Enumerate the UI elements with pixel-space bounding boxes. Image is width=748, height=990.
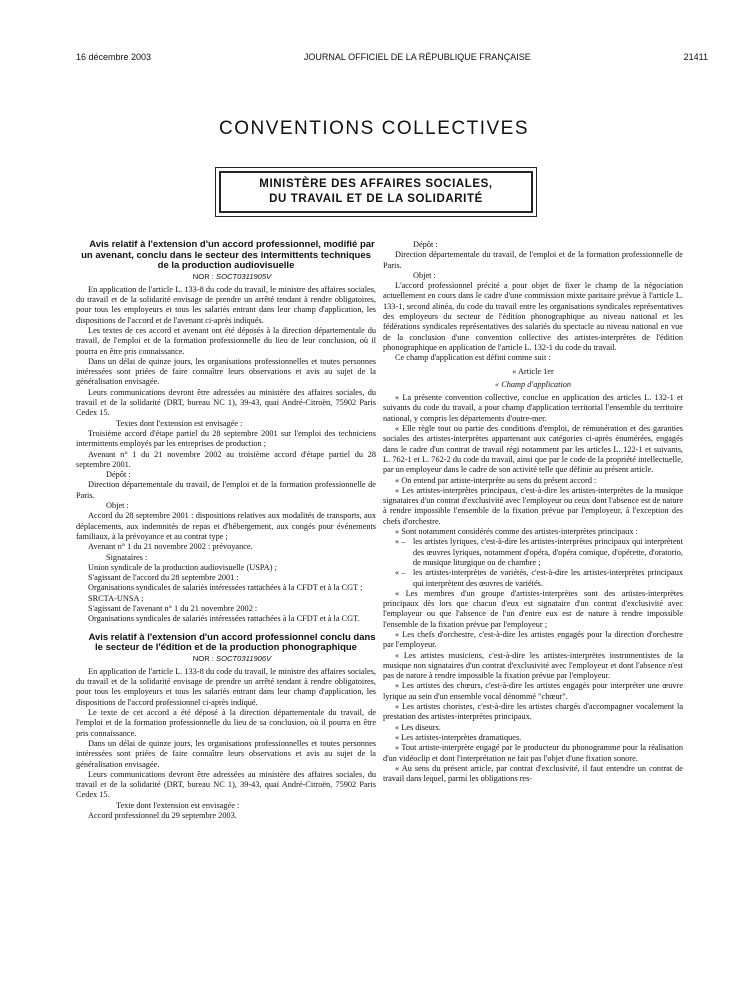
right-paragraph: « Les artistes des chœurs, c'est-à-dire les artistes engagés pour interpréter une œuvre lyrique au sein d'un ensemble vocal dénommé "chœur". [383, 681, 683, 701]
right-paragraph: « Les diseurs. [395, 722, 441, 732]
notice-1 [76, 240, 376, 625]
right-paragraph: « Les chefs d'orchestre, c'est-à-dire les artistes engagés pour la direction d'orchestre par l'employeur. [383, 629, 683, 650]
right-paragraph: « Au sens du présent article, par contrat d'exclusivité, il faut entendre un contrat de travail dans lequel, parmi les obligations res- [383, 763, 683, 784]
right-paragraph: Direction départementale du travail, de l'emploi et de la formation professionnelle de Paris. [383, 250, 683, 270]
notice-1-paragraph: Organisations syndicales de salariés intéressées rattachées à la CFDT et à la CGT. [88, 614, 360, 624]
notice-2-paragraph: Le texte de cet accord a été déposé à la direction départementale du travail, de l'emploi et de la formation professionnelle du lieu de sa conclusion, où il pourra en être pris connaissance. [76, 708, 376, 738]
page-header [76, 50, 708, 64]
right-paragraph: Ce champ d'application est défini comme suit : [395, 353, 551, 363]
notice-1-paragraph: S'agissant de l'avenant n° 1 du 21 novembre 2002 : [88, 604, 258, 613]
right-paragraph: « Les artistes musiciens, c'est-à-dire les artistes-interprètes instrumentistes de la musique non signataires d'un contrat d'exclusivité avec l'employeur et dont l'absence n'est pas de nature à rendre impossible la fixation prévue par l'employeur. [383, 650, 683, 681]
right-paragraph: L'accord professionnel précité a pour objet de fixer le champ de la négociation actuellement en cours dans le cadre d'une commission mixte paritaire prévue à l'article L. 133-1, second alinéa, du code du travail entre les organisations syndicales représentatives des employeurs du secteur de l'édition phonographique au niveau national et les fédérations syndicales représentatives des salariés du spectacle au niveau national en vue de la conclusion d'une convention collective des artistes-interprètes de l'édition phonographique en application de l'article L. 132-1 du code du travail. [383, 281, 683, 352]
list-item-text: les artistes-interprètes de variétés, c'est-à-dire les artistes-interprètes principaux qui interprètent des œuvres de variétés. [413, 568, 683, 588]
right-column [383, 240, 683, 784]
list-item-text: les artistes lyriques, c'est-à-dire les artistes-interprètes principaux qui interprètent des œuvres lyriques, notamment d'opéra, d'opéra comique, d'opérette, d'oratorio, de musique liturgique ou de chambre ; [413, 537, 683, 567]
notice-1-paragraph: Avenant n° 1 du 21 novembre 2002 au troisième accord d'étape partiel du 28 septembre 2001. [76, 449, 376, 469]
notice-1-paragraph: Leurs communications devront être adressées au ministère des affaires sociales, du travail et de la solidarité (DRT, bureau NC 1), 39-43, quai André-Citroën, 75902 Paris Cedex 15. [76, 387, 376, 418]
notice-1-paragraph: En application de l'article L. 133-8 du code du travail, le ministre des affaires sociales, du travail et de la solidarité envisage de prendre un arrêté tendant à rendre obligatoires, pour tous les employeurs et tous les salariés entrant dans leur champ d'application, les dispositions de l'accord et de l'avenant ci-après indiqués. [76, 284, 376, 325]
list-item-marker: « – [395, 568, 406, 578]
notice-2-nor-code: SOCT0311906V [216, 653, 272, 663]
notice-1-paragraph: Textes dont l'extension est envisagée : [116, 418, 243, 428]
notice-2-paragraph: Texte dont l'extension est envisagée : [116, 800, 240, 810]
right-paragraph: « Les artistes-interprètes dramatiques. [395, 732, 522, 742]
notice-1-paragraph: SRCTA-UNSA ; [88, 593, 144, 603]
right-paragraph: « On entend par artiste-interprète au sens du présent accord : [395, 475, 597, 485]
notice-2-title: Avis relatif à l'extension d'un accord professionnel conclu dans le secteur de l'édition et de la production phonographique [88, 631, 376, 654]
right-paragraph: « Les artistes choristes, c'est-à-dire les artistes chargés d'accompagner vocalement la prestation des artistes-interprètes principaux. [383, 702, 683, 722]
right-paragraph: « Tout artiste-interprète engagé par le producteur du phonogramme pour la réalisation d'un vidéoclip et dont l'interprétation ne fait pas l'objet d'une fixation sonore. [383, 743, 683, 763]
right-paragraph: Objet : [413, 270, 436, 280]
article-heading: « Article 1er [512, 366, 554, 376]
notice-1-nor-code: SOCT0311905V [216, 271, 272, 281]
header-date: 16 décembre 2003 [76, 52, 152, 62]
ministry-line-2: DU TRAVAIL ET DE LA SOLIDARITÉ [269, 193, 483, 205]
notice-2 [76, 633, 376, 822]
ministry-box [215, 167, 537, 217]
ministry-line-1: MINISTÈRE DES AFFAIRES SOCIALES, [259, 178, 493, 190]
notice-1-paragraph: Les textes de ces accord et avenant ont été déposés à la direction départementale du travail, de l'emploi et de la formation professionnelle du lieu de leur conclusion, où il pourra en être pris connaissance. [76, 325, 376, 356]
right-paragraph: « Sont notamment considérés comme des artistes-interprètes principaux : [395, 527, 638, 537]
notice-1-paragraph: Avenant n° 1 du 21 novembre 2002 : prévoyance. [88, 542, 253, 552]
notice-1-paragraph: Dans un délai de quinze jours, les organisations professionnelles et toutes personnes intéressées sont priées de faire connaître leurs observations et avis au sujet de la généralisation envisagée. [76, 356, 376, 387]
left-column [76, 240, 376, 821]
notice-1-paragraph: S'agissant de l'accord du 28 septembre 2001 : [88, 573, 239, 583]
notice-1-title: Avis relatif à l'extension d'un accord professionnel, modifié par un avenant, conclu dans le secteur des intermittents techniques de la production audiovisuelle [81, 239, 375, 271]
notice-1-paragraph: Objet : [106, 501, 129, 511]
right-paragraph: Dépôt : [413, 240, 438, 249]
right-paragraph: « Les artistes-interprètes principaux, c'est-à-dire les artistes-interprètes de la musique signataires d'un contrat d'exclusivité avec l'employeur ou ceux dont l'absence est de nature à rendre impossible l'ensemble de la fixation prévue par l'employeur, à l'exception des chefs d'orchestre. [383, 485, 683, 526]
article-subheading: « Champ d'application [495, 379, 571, 389]
list-item [383, 568, 683, 589]
notice-1-paragraph: Signataires : [106, 552, 148, 562]
header-page-number: 21411 [683, 52, 708, 62]
notice-1-paragraph: Accord du 28 septembre 2001 : dispositions relatives aux modalités de transports, aux déplacements, aux indemnités de repas et d'hébergement, aux congés pour événements familiaux, à la prévoyance et au contrat type ; [76, 511, 376, 541]
notice-2-paragraph: Dans un délai de quinze jours, les organisations professionnelles et toutes personnes intéressées sont priées de faire connaître leurs observations et avis au sujet de la généralisation envisagée. [76, 738, 376, 769]
notice-1-paragraph: Union syndicale de la production audiovisuelle (USPA) ; [88, 562, 277, 572]
header-journal-name: JOURNAL OFFICIEL DE LA RÉPUBLIQUE FRANÇAISE [303, 52, 531, 62]
notice-1-paragraph: Direction départementale du travail, de l'emploi et de la formation professionnelle de Paris. [76, 480, 376, 500]
notice-1-paragraph: Dépôt : [106, 470, 131, 480]
right-paragraph: « La présente convention collective, conclue en application des articles L. 132-1 et suivants du code du travail, a pour champ d'application territorial l'ensemble du territoire national, y compris les départements d'outre-mer. [383, 393, 683, 423]
notice-2-paragraph: Accord professionnel du 29 septembre 2003. [88, 811, 237, 821]
list-item [383, 537, 683, 568]
notice-2-paragraph: Leurs communications devront être adressées au ministère des affaires sociales, du travail et de la solidarité (DRT, bureau NC 1), 39-43, quai André-Citroën, 75902 Paris Cedex 15. [76, 769, 376, 800]
list-item-marker: « – [395, 537, 406, 547]
section-title: CONVENTIONS COLLECTIVES [218, 118, 530, 139]
notice-1-paragraph: Organisations syndicales de salariés intéressées rattachées à la CFDT et à la CGT ; [88, 583, 363, 593]
notice-2-paragraph: En application de l'article L. 133-8 du code du travail, le ministre des affaires sociales, du travail et de la solidarité envisage de prendre un arrêté tendant à rendre obligatoires, pour tous les employeurs et tous les salariés entrant dans leur champ d'application, les dispositions de l'accord professionnel ci-après indiqué. [76, 666, 376, 707]
notice-1-nor: NOR : SOCT0311905V [192, 271, 272, 281]
right-paragraph: « Elle règle tout ou partie des conditions d'emploi, de rémunération et des garanties sociales des artistes-interprètes appartenant aux catégories ci-après énumérées, engagés dans le cadre d'un contrat de travail régi notamment par les articles L. 122-1 et suivants, L. 762-1 et L. 762-2 du code du travail, ainsi que par le code de la propriété intellectuelle, par un employeur dans le cadre de son activité telle que définie au présent article. [383, 424, 683, 475]
notice-1-paragraph: Troisième accord d'étape partiel du 28 septembre 2001 sur l'emploi des techniciens intermittents employés par les entreprises de production ; [76, 428, 376, 449]
right-paragraph: « Les membres d'un groupe d'artistes-interprètes sont des artistes-interprètes principaux dès lors que chacun d'eux est signataire d'un contrat d'exclusivité avec l'employeur ou que l'absence de l'un d'entre eux est de nature à rendre impossible l'ensemble de la fixation prévue par l'employeur ; [383, 588, 683, 629]
notice-2-nor: NOR : SOCT0311906V [192, 653, 272, 663]
